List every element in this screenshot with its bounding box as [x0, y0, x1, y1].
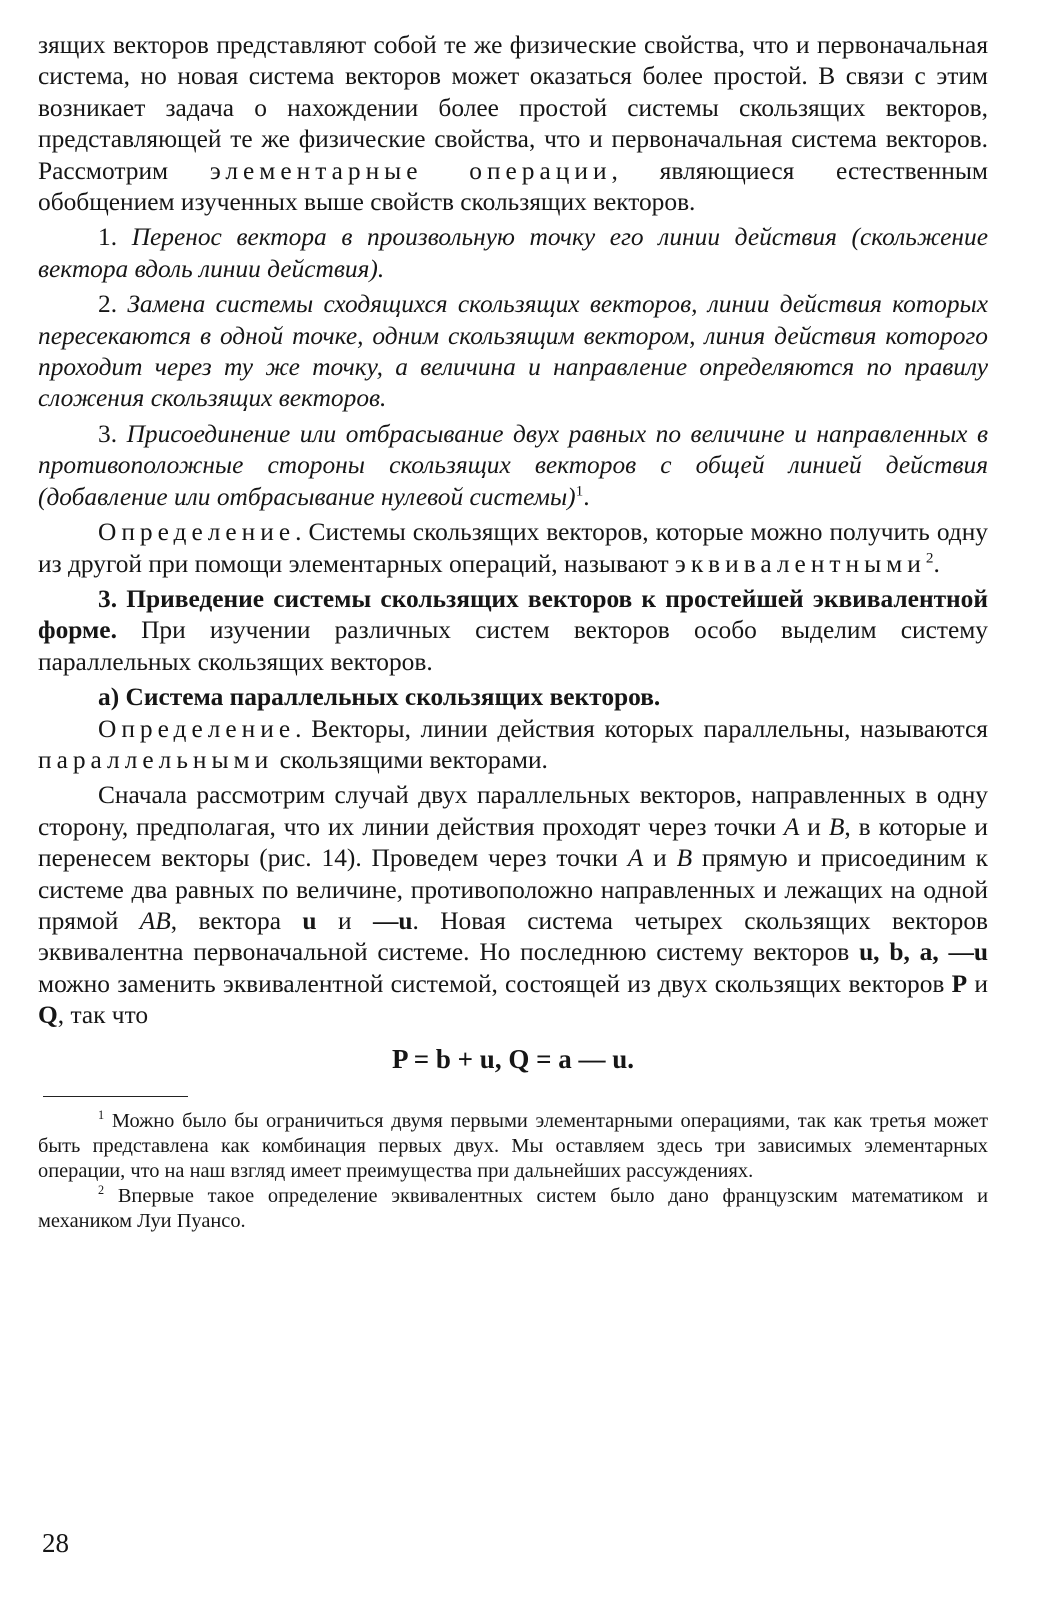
subsection-heading: а) Система параллельных скользящих векторов.	[98, 683, 661, 712]
subsection-a	[38, 682, 988, 713]
section-heading: 3. Приведение системы скользящих векторов к простейшей эквивалентной форме.	[38, 584, 988, 645]
point-label: A	[783, 812, 800, 841]
paragraph-intro	[38, 30, 988, 218]
footnote-2	[38, 1184, 988, 1234]
page-number: 28	[42, 1528, 69, 1558]
operation-1	[38, 222, 988, 285]
list-number: 2.	[98, 290, 118, 319]
point-label: B	[676, 844, 693, 873]
footnote-text: Можно было бы ограничиться двумя первыми элементарными операциями, так как третья может быть представлена как комбинация первых двух. Мы оставляем здесь три зависимых элементарных операции, что на наш взгляд имеет преимущества при дальнейших рассуждениях.	[38, 1109, 988, 1182]
footnote-marker: 2	[98, 1182, 105, 1197]
spaced-term: эквивалентными	[674, 549, 926, 578]
list-number: 1.	[98, 223, 118, 252]
text-run: . Новая система четырех скользящих векторов эквивалентна первоначальной системе. Но последнюю систему векторов	[38, 906, 988, 967]
spaced-term: параллельными	[38, 745, 274, 774]
text-run: и	[799, 812, 829, 841]
text-run: , в которые и перенесем векторы (рис. 14). Проведем через точки	[38, 812, 988, 873]
formula: P = b + u, Q = a — u.	[392, 1043, 634, 1074]
operation-text: Перенос вектора в произвольную точку его линии действия (скольжение вектора вдоль линии действия).	[38, 223, 988, 283]
operation-2	[38, 289, 988, 415]
list-number: 3.	[98, 419, 118, 448]
vector-symbol: P	[951, 969, 968, 998]
text-run: . Векторы, линии действия которых параллельны, называются	[295, 714, 988, 743]
definition-label: Определение	[98, 518, 296, 547]
footnote-1	[38, 1109, 988, 1184]
definition-label: Определение	[98, 714, 296, 743]
text-run: .	[583, 482, 590, 511]
text-run: , являющиеся естественным обобщением изученных выше свойств скользящих векторов.	[38, 156, 988, 217]
paragraph-main	[38, 780, 988, 1031]
text-run: , вектора	[170, 906, 303, 935]
vector-symbol: u	[302, 906, 317, 935]
section-3	[38, 584, 988, 678]
text-run: зящих векторов представляют собой те же физические свойства, что и первоначальная система, но новая система векторов может оказаться более простой. В связи с этим возникает задача о нахождении более простой системы скользящих векторов, представляющей те же физические свойства, что и первоначальная система векторов. Рассмотрим	[38, 31, 988, 185]
footnote-marker: 1	[98, 1107, 105, 1122]
text-run: . Системы скользящих векторов, которые можно получить одну из другой при помощи элементарных операций, называют	[38, 518, 988, 578]
text-run: и	[967, 969, 989, 998]
page-body	[38, 30, 988, 1234]
text-run: , так что	[57, 1001, 149, 1030]
text-run: и	[643, 844, 677, 873]
spaced-term: элементарные операции	[209, 156, 612, 185]
text-run: можно заменить эквивалентной системой, состоящей из двух скользящих векторов	[38, 969, 952, 998]
footnote-text: Впервые такое определение эквивалентных систем было дано французским математиком и механиком Луи Пуансо.	[38, 1184, 988, 1232]
definition-equivalent	[38, 517, 988, 580]
segment-label: AB	[139, 906, 171, 935]
footnote-ref: 1	[575, 482, 584, 500]
footnote-ref: 2	[925, 549, 934, 567]
text-run: скользящими векторами.	[273, 745, 548, 774]
operation-text: Присоединение или отбрасывание двух равных по величине и направленных в противоположные стороны скользящих векторов с общей линией действия (добавление или отбрасывание нулевой системы)	[38, 419, 988, 511]
text-run: Сначала рассмотрим случай двух параллельных векторов, направленных в одну сторону, предполагая, что их линии действия проходят через точки	[38, 781, 988, 841]
point-label: A	[627, 844, 644, 873]
operation-3	[38, 419, 988, 513]
text-run: .	[933, 549, 940, 578]
point-label: B	[828, 812, 845, 841]
definition-parallel	[38, 714, 988, 777]
text-run: При изучении различных систем векторов особо выделим систему параллельных скользящих векторов.	[38, 616, 988, 676]
operation-text: Замена системы сходящихся скользящих векторов, линии действия которых пересекаются в одной точке, одним скользящим вектором, линия действия которого проходит через ту же точку, а величина и направление определяются по правилу сложения скользящих векторов.	[38, 290, 988, 413]
text-run: прямую и присоединим к системе два равных по величине, противоположно направленных и лежащих на одной прямой	[38, 844, 988, 935]
footnote-divider	[43, 1096, 188, 1097]
text-run: и	[316, 906, 373, 935]
vector-symbol: Q	[38, 1001, 58, 1030]
vector-list: u, b, a, —u	[859, 938, 988, 967]
vector-symbol: —u	[372, 906, 413, 935]
